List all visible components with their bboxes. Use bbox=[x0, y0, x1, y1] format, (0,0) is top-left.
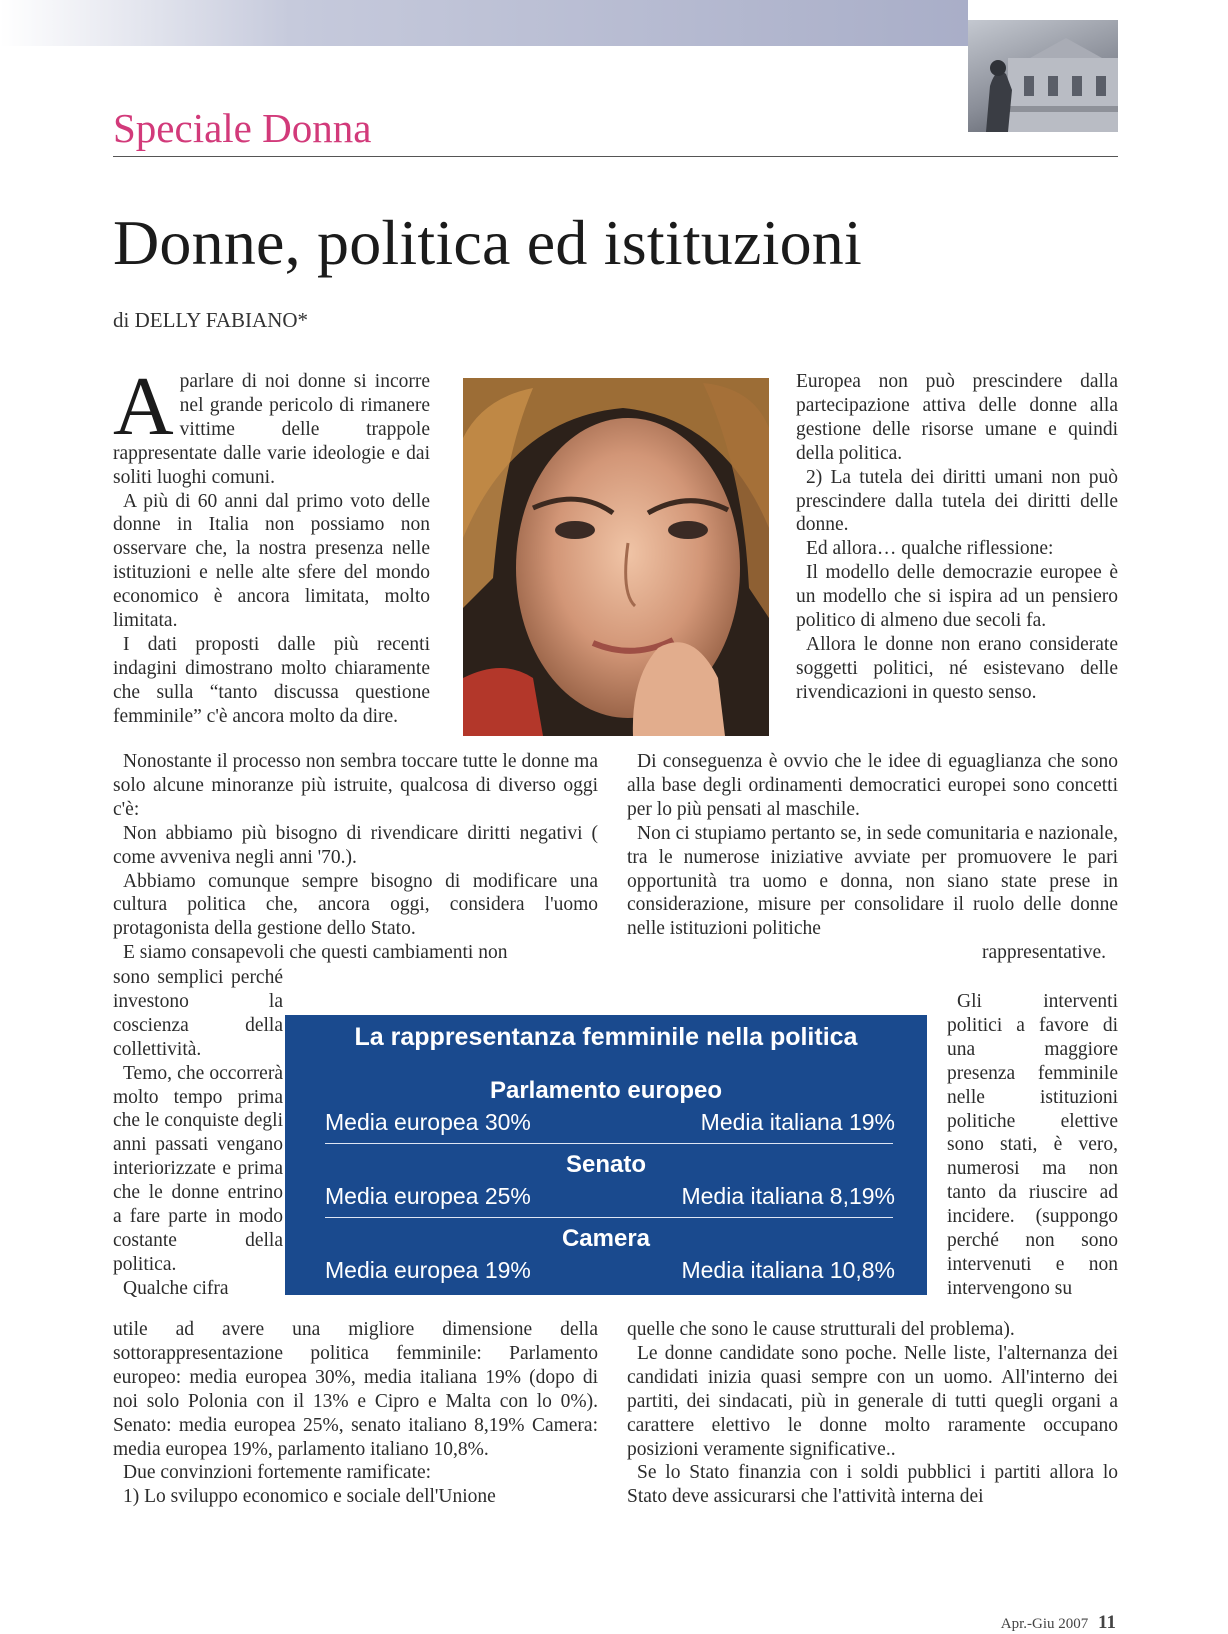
page-footer bbox=[1001, 1612, 1116, 1634]
paragraph bbox=[113, 360, 430, 490]
paragraph: Gli interventi politici a favore di una maggiore presenza femminile nelle istituzioni politiche elettive sono stati, è vero, numerosi ma non tanto da riuscire ad incidere. (suppongo perché non sono intervenuti e non intervengono su bbox=[947, 991, 1118, 1299]
paragraph: utile ad avere una migliore dimensione della sottorappresentazione politica femminile: Parlamento europeo: media europea 30%, media italiana 19% (dopo di noi solo Polonia con il 13% e Cipro e Malta con lo 0%). Senato: media europea 25%, senato italiano 8,19% Camera: media europea 19%, parlamento italiano 10,8%. bbox=[113, 1319, 598, 1460]
statistics-divider bbox=[325, 1143, 893, 1144]
paragraph: sono semplici perché investono la coscienza della collettività. bbox=[113, 967, 283, 1060]
column-left-bottom bbox=[113, 1318, 598, 1509]
building-photo bbox=[968, 20, 1118, 132]
european-average: Media europea 25% bbox=[325, 1183, 531, 1209]
paragraph: E siamo consapevoli che questi cambiamenti non bbox=[123, 942, 508, 964]
paragraph: Qualche cifra bbox=[123, 1277, 229, 1299]
article-headline: Donne, politica ed istituzioni bbox=[113, 207, 862, 278]
paragraph-text: parlare di noi donne si incorre nel grande pericolo di rimanere vittime delle trappole rappresentate dalle varie ideologie e dai soliti luoghi comuni. bbox=[113, 371, 430, 488]
author-photo bbox=[463, 378, 769, 736]
statistics-heading: Camera bbox=[561, 1225, 651, 1252]
paragraph-end: rappresentative. bbox=[982, 942, 1106, 964]
paragraph: I dati proposti dalle più recenti indagini dimostrano molto chiaramente che sulla “tanto discussa questione femminile” c'è ancora molto da dire. bbox=[113, 633, 430, 727]
paragraph: Europea non può prescindere dalla partecipazione attiva delle donne alla gestione delle risorse umane e quindi della politica. bbox=[796, 371, 1118, 464]
top-color-band bbox=[0, 0, 968, 46]
paragraph: quelle che sono le cause strutturali del problema). bbox=[627, 1319, 1015, 1340]
drop-cap: A bbox=[113, 360, 174, 453]
column-right-top bbox=[796, 370, 1118, 705]
italian-average: Media italiana 19% bbox=[700, 1109, 895, 1135]
paragraph: Nonostante il processo non sembra toccare tutte le donne ma solo alcune minoranze più istruite, qualcosa di diverso oggi c'è: bbox=[113, 751, 598, 820]
paragraph: Non abbiamo più bisogno di rivendicare diritti negativi ( come avveniva negli anni '70.). bbox=[113, 822, 598, 868]
statistics-box-title: La rappresentanza femminile nella politica bbox=[354, 1023, 858, 1051]
european-average: Media europea 30% bbox=[325, 1109, 531, 1135]
paragraph: Le donne candidate sono poche. Nelle liste, l'alternanza dei candidati inizia quasi sempre con un uomo. All'interno dei partiti, dei sindacati, più in generale di tutti quegli organi a carattere elettivo le donne molto raramente occupano posizioni veramente significative.. bbox=[627, 1342, 1118, 1460]
paragraph: Allora le donne non erano considerate soggetti politici, né esistevano delle rivendicazioni in questo senso. bbox=[796, 633, 1118, 703]
paragraph: 2) La tutela dei diritti umani non può prescindere dalla tutela dei diritti delle donne. bbox=[796, 466, 1118, 536]
paragraph: A più di 60 anni dal primo voto delle donne in Italia non possiamo non osservare che, la nostra presenza nelle istituzioni e nelle alte sfere del mondo economico è ancora limitata, molto limitata. bbox=[113, 490, 430, 632]
statistics-heading: Parlamento europeo bbox=[489, 1077, 723, 1104]
paragraph: Se lo Stato finanzia con i soldi pubblici i partiti allora lo Stato deve assicurarsi che l'attività interna dei bbox=[627, 1462, 1118, 1508]
paragraph: Ed allora… qualche riflessione: bbox=[806, 538, 1054, 560]
paragraph: Temo, che occorrerà molto tempo prima che le conquiste degli anni passati vengano interiorizzate e prima che le donne entrino a fare parte in modo costante della politica. bbox=[113, 1062, 283, 1275]
italian-average: Media italiana 8,19% bbox=[681, 1183, 895, 1209]
column-right-bottom bbox=[627, 1318, 1118, 1509]
paragraph: Il modello delle democrazie europee è un modello che si ispira ad un pensiero politico di almeno due secoli fa. bbox=[796, 562, 1118, 632]
column-left-narrow bbox=[113, 966, 283, 1301]
column-right-middle bbox=[627, 750, 1118, 965]
statistics-heading: Senato bbox=[565, 1151, 646, 1178]
issue-date: Apr.-Giu 2007 bbox=[1000, 1616, 1089, 1632]
column-left-top bbox=[113, 360, 430, 729]
column-right-narrow bbox=[947, 990, 1118, 1301]
article-byline: di DELLY FABIANO* bbox=[113, 308, 309, 332]
european-average: Media europea 19% bbox=[325, 1257, 531, 1283]
section-rule bbox=[113, 156, 1118, 157]
paragraph: 1) Lo sviluppo economico e sociale dell'Unione bbox=[123, 1486, 496, 1508]
paragraph: Di conseguenza è ovvio che le idee di eguaglianza che sono alla base degli ordinamenti democratici europei sono concetti per lo più pensati al maschile. bbox=[627, 751, 1118, 820]
paragraph: Due convinzioni fortemente ramificate: bbox=[123, 1462, 432, 1484]
section-title: Speciale Donna bbox=[113, 105, 372, 151]
paragraph: Abbiamo comunque sempre bisogno di modificare una cultura politica che, ancora oggi, considera l'uomo protagonista della gestione dello Stato. bbox=[113, 870, 598, 940]
statistics-divider bbox=[325, 1217, 893, 1218]
page-number: 11 bbox=[1098, 1612, 1116, 1633]
paragraph: Non ci stupiamo pertanto se, in sede comunitaria e nazionale, tra le numerose iniziative avviate per promuovere le pari opportunità tra uomo e donna, non siano state prese in considerazione, misure per consolidare il ruolo delle donne nelle istituzioni politiche bbox=[627, 822, 1118, 940]
column-left-middle bbox=[113, 750, 598, 965]
italian-average: Media italiana 10,8% bbox=[681, 1257, 895, 1283]
statistics-box bbox=[285, 1015, 927, 1295]
